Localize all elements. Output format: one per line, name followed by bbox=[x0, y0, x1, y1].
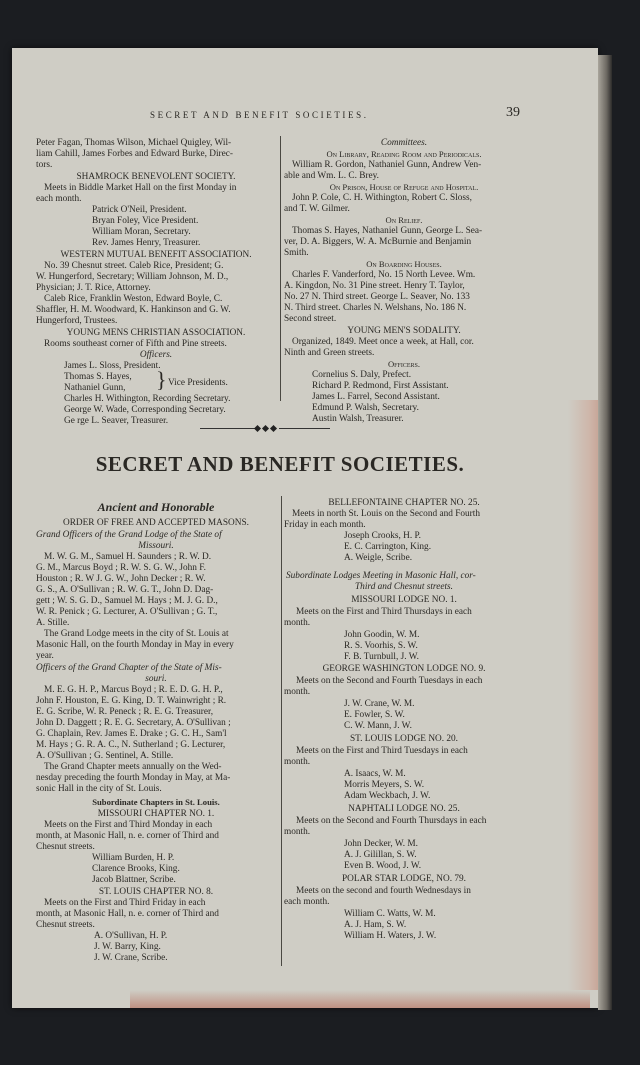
text-line: A. O'Sullivan ; G. Sentinel, A. Stille. bbox=[36, 751, 174, 761]
lodge-title: NAPHTALI LODGE NO. 25. bbox=[348, 804, 460, 814]
text-line: G. S., A. O'Sullivan ; R. W. G. T., John D. Dag- bbox=[36, 585, 214, 595]
text-line: Shaffler, H. M. Woodward, K. Hankinson and G. W. bbox=[36, 305, 231, 315]
text-line: Charles F. Vanderford, No. 15 North Levee. Wm. bbox=[292, 270, 476, 280]
text-line: sonic Hall in the city of St. Louis. bbox=[36, 784, 162, 794]
text-line: Chesnut streets. bbox=[36, 920, 95, 930]
text-line: John P. Cole, C. H. Withington, Robert C. Sloss, bbox=[292, 193, 472, 203]
order-heading: ORDER OF FREE AND ACCEPTED MASONS. bbox=[63, 518, 249, 528]
text-line: John F. Houston, E. G. King, D. T. Wainwright ; R. bbox=[36, 696, 227, 706]
text-line: M. W. G. M., Samuel H. Saunders ; R. W. D. bbox=[44, 552, 212, 562]
text-line: Meets on the First and Third Thursdays in each bbox=[296, 607, 472, 617]
society-title: YOUNG MENS CHRISTIAN ASSOCIATION. bbox=[66, 328, 246, 338]
officer-line: Joseph Crooks, H. P. bbox=[344, 531, 421, 541]
officer-line: J. W. Barry, King. bbox=[94, 942, 161, 952]
committees-heading: Committees. bbox=[380, 138, 428, 148]
lodge-title: POLAR STAR LODGE, NO. 79. bbox=[342, 874, 466, 884]
text-line: A. Stille. bbox=[36, 618, 70, 628]
committee-heading: On Library, Reading Room and Periodicals. bbox=[326, 149, 482, 159]
running-title: SECRET AND BENEFIT SOCIETIES. bbox=[150, 110, 369, 120]
officers-heading: Officers. bbox=[387, 359, 421, 369]
lodge-title: ST. LOUIS LODGE NO. 20. bbox=[349, 734, 459, 744]
officer-line: William C. Watts, W. M. bbox=[344, 909, 436, 919]
officer-line: Cornelius S. Daly, Prefect. bbox=[312, 370, 412, 380]
officer-line: John Goodin, W. M. bbox=[344, 630, 420, 640]
ancient-heading: Ancient and Honorable bbox=[97, 500, 215, 514]
officer-line: J. W. Crane, W. M. bbox=[344, 699, 415, 709]
officer-line: Rev. James Henry, Treasurer. bbox=[92, 238, 201, 248]
text-line: William R. Gordon, Nathaniel Gunn, Andrew Ven- bbox=[292, 160, 482, 170]
text-line: No. 27 N. Third street. George L. Seaver, No. 133 bbox=[284, 292, 470, 302]
text-line: Meets in Biddle Market Hall on the first Monday in bbox=[44, 183, 237, 193]
text-line: E. G. Scribe, W. R. Peneck ; R. E. G. Treasurer, bbox=[36, 707, 214, 717]
lodge-title: GEORGE WASHINGTON LODGE NO. 9. bbox=[322, 664, 486, 674]
officer-line: C. W. Mann, J. W. bbox=[344, 721, 412, 731]
society-title: WESTERN MUTUAL BENEFIT ASSOCIATION. bbox=[60, 250, 252, 260]
text-line: No. 39 Chesnut street. Caleb Rice, President; G. bbox=[44, 261, 224, 271]
text-line: Rooms southeast corner of Fifth and Pine streets. bbox=[44, 339, 227, 349]
text-line: Chesnut streets. bbox=[36, 842, 95, 852]
text-line: Meets in north St. Louis on the Second and Fourth bbox=[292, 509, 480, 519]
officer-line: William Burden, H. P. bbox=[92, 853, 175, 863]
officer-line: Ge rge L. Seaver, Treasurer. bbox=[64, 416, 169, 426]
text-line: Meets on the First and Third Friday in each bbox=[44, 898, 206, 908]
section-title: SECRET AND BENEFIT SOCIETIES. bbox=[95, 452, 465, 476]
officer-line: William Moran, Secretary. bbox=[92, 227, 191, 237]
officer-line: E. Fowler, S. W. bbox=[344, 710, 405, 720]
officer-line: William H. Waters, J. W. bbox=[344, 931, 437, 941]
italic-heading: Third and Chesnut streets. bbox=[355, 582, 453, 592]
text-line: gett ; W. S. G. D., Samuel M. Hays ; M. J. G. D., bbox=[36, 596, 218, 606]
officer-line: Clarence Brooks, King. bbox=[92, 864, 180, 874]
text-line: Meets on the Second and Fourth Tuesdays in each bbox=[296, 676, 483, 686]
text-line: month. bbox=[284, 618, 311, 628]
chapter-title: MISSOURI CHAPTER NO. 1. bbox=[97, 809, 215, 819]
text-line: month. bbox=[284, 827, 311, 837]
text-line: Smith. bbox=[284, 248, 309, 258]
officer-line: John Decker, W. M. bbox=[344, 839, 418, 849]
officer-line: Charles H. Withington, Recording Secretary. bbox=[64, 394, 231, 404]
text-line: month. bbox=[284, 757, 311, 767]
text-line: The Grand Lodge meets in the city of St. Louis at bbox=[44, 629, 229, 639]
committee-heading: On Boarding Houses. bbox=[366, 259, 442, 269]
text-line: Houston ; R. W J. G. W., John Decker ; R. W. bbox=[36, 574, 206, 584]
text-line: month, at Masonic Hall, n. e. corner of Third and bbox=[36, 831, 219, 841]
chapter-title: BELLEFONTAINE CHAPTER NO. 25. bbox=[328, 498, 480, 508]
officer-line: Vice Presidents. bbox=[168, 378, 228, 388]
text-line: Peter Fagan, Thomas Wilson, Michael Quigley, Wil- bbox=[36, 138, 232, 148]
chapter-title: ST. LOUIS CHAPTER NO. 8. bbox=[98, 887, 214, 897]
subordinate-heading: Subordinate Chapters in St. Louis. bbox=[92, 797, 220, 807]
text-line: month, at Masonic Hall, n. e. corner of Third and bbox=[36, 909, 219, 919]
officer-line: J. W. Crane, Scribe. bbox=[94, 953, 168, 963]
officer-line: Patrick O'Neil, President. bbox=[92, 205, 187, 215]
committee-heading: On Relief. bbox=[385, 215, 423, 225]
text-line: each month. bbox=[36, 194, 82, 204]
society-title: YOUNG MEN'S SODALITY. bbox=[347, 326, 461, 336]
text-line: Organized, 1849. Meet once a week, at Hall, cor. bbox=[292, 337, 474, 347]
text-line: W. Hungerford, Secretary; William Johnson, M. D., bbox=[36, 272, 229, 282]
italic-heading: souri. bbox=[145, 674, 167, 684]
officer-line: James L. Sloss, President. bbox=[64, 361, 161, 371]
text-line: tors. bbox=[36, 160, 53, 170]
lodge-title: MISSOURI LODGE NO. 1. bbox=[351, 595, 457, 605]
text-line: M. E. G. H. P., Marcus Boyd ; R. E. D. G. H. P., bbox=[44, 685, 223, 695]
officer-line: Jacob Blattner, Scribe. bbox=[92, 875, 176, 885]
column-rule bbox=[280, 136, 281, 401]
italic-heading: Subordinate Lodges Meeting in Masonic Hall, cor- bbox=[286, 571, 476, 581]
text-line: Ninth and Green streets. bbox=[284, 348, 375, 358]
officer-line: A. Weigle, Scribe. bbox=[344, 553, 413, 563]
officer-line: James L. Farrel, Second Assistant. bbox=[312, 392, 440, 402]
text-line: and T. W. Gilmer. bbox=[284, 204, 350, 214]
text-line: Meets on the Second and Fourth Thursdays in each bbox=[296, 816, 487, 826]
italic-heading: Grand Officers of the Grand Lodge of the State of bbox=[36, 530, 222, 540]
page-edge bbox=[598, 55, 612, 1010]
text-line: year. bbox=[36, 651, 54, 661]
text-line: able and Wm. L. C. Brey. bbox=[284, 171, 380, 181]
text-line: G. M., Marcus Boyd ; R. W. S. G. W., John F. bbox=[36, 563, 206, 573]
text-line: Meets on the First and Third Monday in each bbox=[44, 820, 213, 830]
text-line: nesday preceding the fourth Monday in May, at Ma- bbox=[36, 773, 231, 783]
page-number: 39 bbox=[506, 105, 520, 120]
text-line: Meets on the First and Third Tuesdays in each bbox=[296, 746, 468, 756]
officer-line: George W. Wade, Corresponding Secretary. bbox=[64, 405, 226, 415]
italic-heading: Missouri. bbox=[138, 541, 174, 551]
officer-line: Austin Walsh, Treasurer. bbox=[312, 414, 404, 424]
officer-line: Morris Meyers, S. W. bbox=[344, 780, 425, 790]
text-line: Physician; J. T. Rice, Attorney. bbox=[36, 283, 151, 293]
text-line: N. Third street. Charles N. Welshans, No. 186 N. bbox=[284, 303, 467, 313]
committee-heading: On Prison, House of Refuge and Hospital. bbox=[329, 182, 479, 192]
society-title: SHAMROCK BENEVOLENT SOCIETY. bbox=[76, 172, 236, 182]
officer-line: F. B. Turnbull, J. W. bbox=[344, 652, 419, 662]
brace-icon: } bbox=[156, 367, 167, 392]
text-line: Meets on the second and fourth Wednesdays in bbox=[296, 886, 471, 896]
officer-line: Adam Weckbach, J. W. bbox=[344, 791, 431, 801]
ornament-divider bbox=[200, 425, 330, 433]
text-line: W. R. Penick ; G. Lecturer, A. O'Sullivan ; G. T., bbox=[36, 607, 218, 617]
text-line: Thomas S. Hayes, Nathaniel Gunn, George L. Sea- bbox=[292, 226, 483, 236]
text-line: month. bbox=[284, 687, 311, 697]
officer-line: Nathaniel Gunn, bbox=[64, 383, 126, 393]
page-stain bbox=[568, 400, 598, 990]
officer-line: A. J. Ham, S. W. bbox=[344, 920, 407, 930]
officer-line: Richard P. Redmond, First Assistant. bbox=[312, 381, 449, 391]
text-line: liam Cahill, James Forbes and Edward Burke, Direc- bbox=[36, 149, 233, 159]
text-line: A. Kingdon, No. 31 Pine street. Henry T. Taylor, bbox=[284, 281, 465, 291]
officer-line: R. S. Voorhis, S. W. bbox=[344, 641, 418, 651]
officer-line: A. Isaacs, W. M. bbox=[344, 769, 406, 779]
officer-line: E. C. Carrington, King. bbox=[344, 542, 432, 552]
text-line: Caleb Rice, Franklin Weston, Edward Boyle, C. bbox=[44, 294, 223, 304]
text-line: each month. bbox=[284, 897, 330, 907]
officer-line: Even B. Wood, J. W. bbox=[344, 861, 422, 871]
text-line: Second street. bbox=[284, 314, 337, 324]
text-line: G. Chaplain, Rev. James E. Drake ; G. C. H., Sam'l bbox=[36, 729, 227, 739]
text-line: M. Hays ; G. R. A. C., N. Sutherland ; G. Lecturer, bbox=[36, 740, 226, 750]
officer-line: Thomas S. Hayes, bbox=[64, 372, 132, 382]
text-line: Masonic Hall, on the fourth Monday in May in every bbox=[36, 640, 234, 650]
officer-line: Bryan Foley, Vice President. bbox=[92, 216, 199, 226]
officers-heading: Officers. bbox=[139, 350, 173, 360]
officer-line: Edmund P. Walsh, Secretary. bbox=[312, 403, 419, 413]
column-rule bbox=[281, 496, 282, 966]
text-line: Hungerford, Trustees. bbox=[36, 316, 118, 326]
text-line: Friday in each month. bbox=[284, 520, 366, 530]
italic-heading: Officers of the Grand Chapter of the State of Mis- bbox=[36, 663, 222, 673]
text-line: John D. Daggett ; R. E. G. Secretary, A. O'Sullivan ; bbox=[36, 718, 231, 728]
text-line: ver, D. A. Biggers, W. A. McBurnie and Benjamin bbox=[284, 237, 472, 247]
text-line: The Grand Chapter meets annually on the Wed- bbox=[44, 762, 222, 772]
officer-line: A. J. Gilillan, S. W. bbox=[344, 850, 417, 860]
officer-line: A. O'Sullivan, H. P. bbox=[94, 931, 168, 941]
bottom-stain bbox=[130, 990, 590, 1008]
